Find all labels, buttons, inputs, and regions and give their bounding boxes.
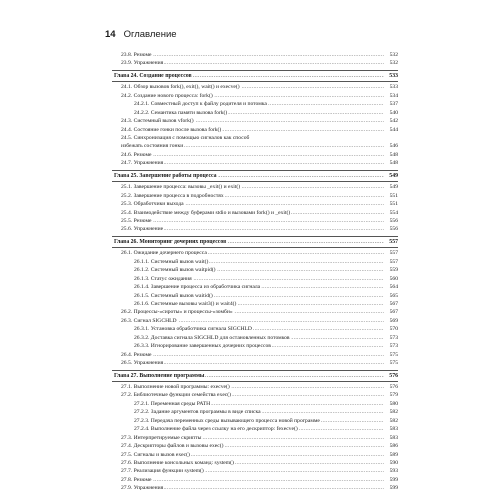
toc-entry-text: 23.8. Резюме	[121, 52, 152, 58]
toc-page-number: 565	[389, 292, 398, 299]
toc-entry-title	[121, 317, 384, 325]
toc-entry-title	[114, 237, 384, 247]
toc-entry	[112, 59, 398, 67]
toc-entry-title	[134, 425, 384, 433]
toc-entry	[112, 383, 398, 391]
toc-page-number: 573	[389, 343, 398, 350]
toc-entry-title	[114, 371, 384, 381]
toc-entry-text: 24.5. Синхронизация с помощью сигналов как способ	[121, 135, 250, 141]
toc-entry-text: 26.4. Резюме	[121, 351, 152, 358]
toc-page-number: 576	[389, 372, 398, 379]
toc-entry-text: 24.3. Системный вызов vfork()	[121, 118, 194, 125]
toc-page-number: 548	[389, 151, 398, 158]
toc-entry-text: 24.2.1. Совместный доступ к файлу родителя и потомка	[134, 101, 267, 108]
toc-page-number: 589	[389, 451, 398, 458]
toc-entry-title	[121, 142, 384, 150]
toc-entry-title	[134, 417, 384, 425]
toc-page-number: 549	[389, 172, 398, 179]
toc-entry-text: 26.1.5. Системный вызов waitid()	[134, 292, 213, 299]
toc-page-number: 573	[389, 334, 398, 341]
toc-entry-text: 24.6. Резюме	[121, 151, 152, 158]
toc-entry-title	[134, 275, 384, 283]
toc-page-number: 549	[389, 184, 398, 191]
toc-entry-text: 27.7. Реализация функции system()	[121, 468, 204, 475]
toc-entry	[112, 434, 398, 442]
toc-entry-title	[121, 159, 384, 167]
toc-entry-text: 26.3.1. Установка обработчика сигнала SIGCHLD	[134, 326, 252, 333]
toc-entry-title	[121, 476, 384, 484]
toc-entry	[112, 459, 398, 467]
toc-entry-title	[121, 83, 384, 91]
toc-entry-text: 27.4. Дескрипторы файлов и вызовы exec()	[121, 443, 224, 450]
toc-entry-title	[121, 209, 384, 217]
toc-page-number: 599	[389, 485, 398, 492]
toc-page-number: 564	[389, 284, 398, 291]
toc-entry-text: 26.1.3. Статус ожидания	[134, 275, 192, 282]
toc-entry	[112, 417, 398, 425]
toc-page-number: 580	[389, 400, 398, 407]
toc-entry-title	[121, 217, 384, 225]
toc-entry-title	[121, 351, 384, 359]
toc-entry-text: Глава 25. Завершение работы процесса	[114, 172, 217, 179]
toc-entry-title	[134, 109, 384, 117]
toc-page-number: 582	[389, 409, 398, 416]
table-of-contents	[112, 51, 398, 493]
toc-entry	[112, 258, 398, 266]
toc-entry-text: 26.1.6. Системные вызовы wait3() и wait4()	[134, 301, 237, 307]
toc-page-number: 559	[389, 267, 398, 274]
toc-page-number: 569	[389, 317, 398, 324]
toc-entry-title	[121, 225, 384, 233]
toc-page-number: 532	[389, 52, 398, 58]
toc-entry-title	[121, 59, 384, 67]
toc-entry-title	[121, 484, 384, 492]
toc-entry	[112, 200, 398, 208]
toc-entry	[112, 476, 398, 484]
toc-entry	[112, 109, 398, 117]
toc-entry	[112, 225, 398, 233]
toc-page-number: 551	[389, 192, 398, 199]
page-title: Оглавление	[123, 29, 177, 40]
toc-page-number: 533	[389, 84, 398, 91]
toc-page-number: 546	[389, 143, 398, 150]
toc-entry-text: 26.1.4. Завершение процесса из обработчика сигнала	[134, 284, 261, 291]
page-header	[105, 29, 177, 40]
toc-entry	[112, 325, 398, 333]
toc-entry	[112, 117, 398, 125]
toc-entry	[112, 391, 398, 399]
toc-entry	[112, 92, 398, 100]
toc-page-number: 533	[389, 72, 398, 79]
toc-page-number: 575	[389, 351, 398, 358]
toc-chapter-heading	[112, 370, 398, 382]
toc-entry	[112, 484, 398, 492]
toc-entry-title	[121, 51, 384, 59]
toc-entry-title	[134, 342, 384, 350]
toc-entry-text: 27.1. Выполнение новой программы: execve()	[121, 384, 230, 390]
toc-page-number: 575	[389, 360, 398, 367]
toc-entry-title	[121, 249, 384, 257]
toc-entry-text: 25.1. Завершение процесса: вызовы _exit() и exit()	[121, 184, 241, 191]
toc-entry	[112, 183, 398, 191]
toc-entry	[112, 266, 398, 274]
toc-entry	[112, 442, 398, 450]
toc-page-number: 537	[389, 101, 398, 108]
toc-entry-text: 25.4. Взаимодействие между буферами stdio и вызовами fork() и _exit()	[121, 209, 291, 216]
toc-entry-text: 26.3. Сигнал SIGCHLD	[121, 317, 177, 324]
toc-entry	[112, 334, 398, 342]
toc-chapter-heading	[112, 70, 398, 82]
toc-entry-title	[121, 183, 384, 191]
toc-entry-text: Глава 26. Мониторинг дочерних процессов	[114, 238, 227, 245]
toc-page-number: 560	[389, 275, 398, 282]
toc-entry-title	[114, 171, 384, 181]
toc-page-number: 540	[389, 109, 398, 116]
toc-entry	[112, 159, 398, 167]
toc-entry	[112, 100, 398, 108]
toc-page-number: 567	[389, 309, 398, 316]
toc-entry	[112, 209, 398, 217]
toc-entry-text: 25.3. Обработчики выхода	[121, 201, 184, 208]
toc-entry	[112, 292, 398, 300]
toc-entry	[112, 342, 398, 350]
toc-entry	[112, 400, 398, 408]
toc-entry-title	[121, 434, 384, 442]
toc-page-number: 544	[389, 126, 398, 133]
toc-page-number: 557	[389, 258, 398, 265]
toc-chapter-heading	[112, 236, 398, 248]
toc-page-number: 557	[389, 250, 398, 257]
toc-entry-text: 26.1.1. Системный вызов wait()	[134, 258, 209, 265]
toc-entry-title	[134, 292, 384, 300]
page-number: 14	[105, 29, 116, 40]
toc-entry	[112, 359, 398, 367]
toc-entry	[112, 425, 398, 433]
toc-page-number: 548	[389, 160, 398, 167]
toc-page-number: 554	[389, 209, 398, 216]
toc-entry-text: 24.4. Состояние гонки после вызова fork()	[121, 126, 222, 133]
toc-entry-text: 24.7. Упражнения	[121, 160, 164, 167]
toc-page-number: 586	[389, 443, 398, 450]
toc-entry-title	[121, 92, 384, 100]
toc-page-number: 590	[389, 459, 398, 466]
toc-entry	[112, 217, 398, 225]
toc-entry-title	[121, 151, 384, 159]
toc-entry-title	[134, 283, 384, 291]
toc-page-number: 599	[389, 476, 398, 483]
toc-entry-title	[121, 200, 384, 208]
toc-entry	[112, 467, 398, 475]
toc-entry	[112, 51, 398, 59]
toc-page-number: 557	[389, 238, 398, 245]
toc-entry	[112, 142, 398, 150]
toc-page-number: 556	[389, 226, 398, 233]
toc-entry-text: 27.9. Упражнения	[121, 485, 164, 492]
toc-entry-text: 24.2. Создание нового процесса: fork()	[121, 92, 213, 99]
toc-entry	[112, 134, 398, 142]
toc-entry	[112, 83, 398, 91]
toc-entry-title	[134, 334, 384, 342]
toc-entry-text: 27.8. Резюме	[121, 476, 152, 483]
toc-entry-text: 25.6. Упражнение	[121, 226, 164, 233]
toc-entry-text: 27.3. Интерпретируемые скрипты	[121, 434, 202, 441]
toc-page-number: 532	[389, 60, 398, 67]
toc-page-number: 542	[389, 118, 398, 125]
toc-entry-title	[121, 451, 384, 459]
toc-entry-title	[121, 459, 384, 467]
toc-entry	[112, 283, 398, 291]
toc-entry-title	[121, 134, 384, 142]
toc-entry-text: 26.2. Процессы-«сироты» и процессы-«зомби»	[121, 309, 233, 316]
toc-page-number: 570	[389, 326, 398, 333]
toc-entry-title	[121, 117, 384, 125]
toc-entry-text: 26.1. Ожидание дочернего процесса	[121, 250, 207, 257]
toc-entry	[112, 300, 398, 308]
toc-page-number: 576	[389, 384, 398, 390]
toc-page-number: 579	[389, 392, 398, 399]
toc-entry	[112, 408, 398, 416]
toc-entry-title	[121, 391, 384, 399]
toc-entry-text: 25.2. Завершение процесса в подробностях	[121, 192, 224, 199]
toc-entry-text: 25.5. Резюме	[121, 218, 152, 224]
toc-entry-text: 24.1. Обзор вызовов fork(), exit(), wait() и execve()	[121, 84, 240, 91]
toc-entry	[112, 451, 398, 459]
toc-entry-title	[121, 126, 384, 134]
toc-entry	[112, 151, 398, 159]
toc-entry-text: 23.9. Упражнения	[121, 60, 164, 67]
toc-entry-text: 24.2.2. Семантика памяти вызова fork()	[134, 109, 228, 116]
toc-entry-title	[121, 442, 384, 450]
toc-page-number: 583	[389, 434, 398, 441]
toc-entry	[112, 275, 398, 283]
toc-entry	[112, 351, 398, 359]
toc-entry	[112, 308, 398, 316]
toc-entry-title	[134, 325, 384, 333]
toc-entry	[112, 126, 398, 134]
toc-page-number: 582	[389, 417, 398, 424]
toc-entry-title	[134, 266, 384, 274]
toc-entry-title	[134, 400, 384, 408]
toc-page-number: 567	[389, 301, 398, 307]
toc-entry-text: Глава 24. Создание процессов	[114, 72, 192, 79]
toc-entry-text: избежать состояния гонки	[121, 143, 184, 150]
toc-page-number: 556	[389, 218, 398, 224]
toc-entry-text: 26.3.3. Игнорирование завершенных дочерних процессов	[134, 343, 271, 350]
toc-entry-text: 26.3.2. Доставка сигнала SIGCHLD для остановленных потомков	[134, 334, 290, 341]
toc-entry-title	[121, 359, 384, 367]
toc-entry-text: Глава 27. Выполнение программы	[114, 372, 205, 379]
toc-entry-title	[134, 258, 384, 266]
toc-entry-title	[134, 300, 384, 308]
toc-entry-title	[134, 100, 384, 108]
toc-page-number: 551	[389, 201, 398, 208]
toc-entry-text: 27.6. Выполнение консольных команд: system()	[121, 459, 234, 466]
toc-chapter-heading	[112, 170, 398, 182]
toc-entry-text: 27.2.3. Передача переменных среды вызывающего процесса новой программе	[134, 417, 320, 424]
toc-entry-text: 26.5. Упражнения	[121, 360, 164, 367]
toc-entry-title	[121, 467, 384, 475]
toc-entry-title	[134, 408, 384, 416]
toc-entry	[112, 192, 398, 200]
toc-entry-text: 26.1.2. Системный вызов waitpid()	[134, 267, 216, 274]
toc-entry-title	[114, 71, 384, 81]
toc-entry-text: 27.2.1. Переменная среды PATH	[134, 400, 211, 407]
toc-page-number: 583	[389, 426, 398, 433]
toc-entry-text: 27.2.4. Выполнение файла через ссылку на его дескриптор: fexecve()	[134, 426, 298, 433]
toc-entry-text: 27.5. Сигналы и вызов exec()	[121, 451, 190, 458]
toc-entry-title	[121, 308, 384, 316]
toc-entry-text: 27.2.2. Задание аргументов программы в виде списка	[134, 409, 261, 416]
toc-entry-text: 27.2. Библиотечные функции семейства exec()	[121, 392, 232, 399]
toc-entry-title	[121, 192, 384, 200]
toc-page-number: 593	[389, 468, 398, 475]
toc-entry-title	[121, 383, 384, 391]
toc-entry	[112, 249, 398, 257]
toc-page-number: 534	[389, 92, 398, 99]
toc-entry	[112, 317, 398, 325]
